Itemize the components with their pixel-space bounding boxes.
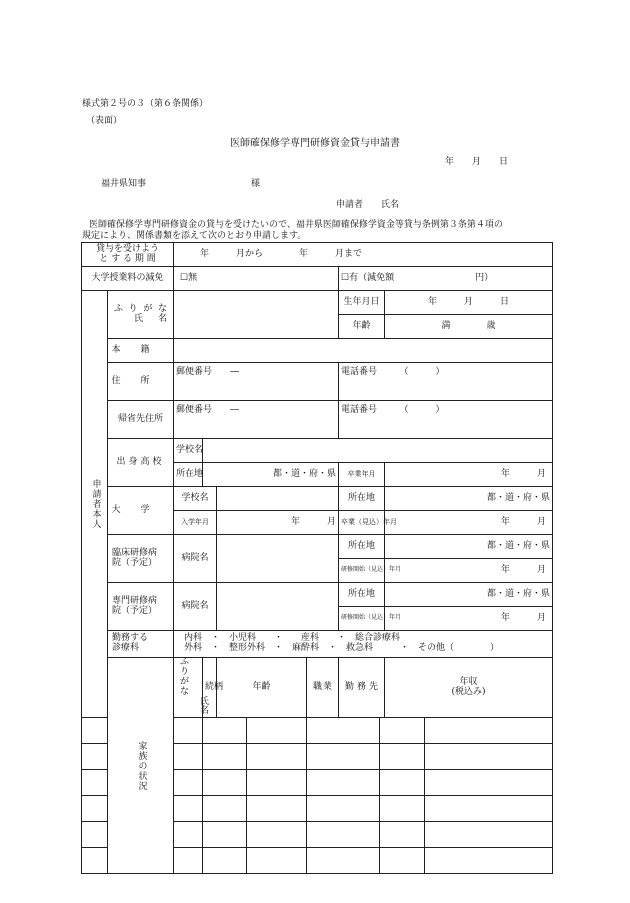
domicile-field[interactable]	[174, 339, 553, 363]
form-title: 医師確保修学専門研修資金貸与申請書	[230, 138, 400, 149]
specialty-options-1[interactable]: 内科 ・ 小児科 ・ 産科 ・ 総合診療科	[184, 633, 401, 644]
clinical-hospital-name-field[interactable]	[217, 535, 339, 583]
family-workplace-header: 勤務先	[339, 658, 385, 718]
high-school-prefecture[interactable]: 都・道・府・県	[203, 463, 339, 487]
university-name-field[interactable]	[217, 487, 339, 511]
intro-line-2: 規定により、関係書類を添えて次のとおり申請します。	[82, 231, 307, 241]
university-enroll-label: 入学年月	[174, 511, 217, 535]
tuition-yes-checkbox[interactable]: ☐有（減免額 円）	[339, 267, 553, 291]
university-grad-field[interactable]: 年 月	[385, 511, 553, 535]
address-label: 住所	[108, 363, 174, 401]
specialty-hospital-label-1: 専門研修病	[112, 595, 158, 606]
period-label-2: と す る 期 間	[99, 253, 156, 264]
family-income-header-1: 年収	[459, 676, 478, 687]
application-form-table	[81, 242, 553, 874]
specialty-hospital-row-1	[82, 583, 553, 607]
domicile-label: 本籍	[108, 339, 174, 363]
high-school-name-field[interactable]	[203, 439, 553, 463]
tuition-label: 大学授業料の減免	[82, 267, 174, 291]
university-name-label: 学校名	[174, 487, 217, 511]
applicant-signature-label: 申請者 氏名	[336, 200, 400, 210]
specialty-hospital-name-label: 病院名	[174, 583, 217, 631]
age-field[interactable]: 満 歳	[385, 315, 553, 339]
birth-date-label: 生年月日	[339, 291, 385, 315]
clinical-hospital-label-1: 臨床研修病	[112, 547, 158, 558]
name-field[interactable]	[174, 291, 339, 339]
name-row-1	[82, 291, 553, 315]
clinical-hospital-name-label: 病院名	[174, 535, 217, 583]
specialty-hospital-start-field[interactable]: 年 月	[385, 607, 553, 631]
high-school-location-label: 所在地	[174, 463, 203, 487]
address-row	[82, 363, 553, 401]
form-number: 様式第２号の３（第６条関係）	[82, 99, 209, 109]
home-address-phone[interactable]: 電話番号 （ ）	[339, 401, 553, 439]
specialty-hospital-prefecture[interactable]: 都・道・府・県	[385, 583, 553, 607]
domicile-row	[82, 339, 553, 363]
high-school-label: 出身高校	[108, 439, 174, 487]
family-header-row	[82, 658, 553, 718]
face-label: （表面）	[86, 116, 123, 126]
specialty-hospital-name-field[interactable]	[217, 583, 339, 631]
university-row-1	[82, 487, 553, 511]
period-value[interactable]	[174, 243, 553, 267]
intro-line-1: 医師確保修学専門研修資金の貸与を受けたいので、福井県医師確保修学資金等貸与条例第３条第４項の	[89, 220, 503, 230]
clinical-hospital-prefecture[interactable]: 都・道・府・県	[385, 535, 553, 559]
family-furigana-header: ふりがな	[180, 657, 190, 697]
clinical-hospital-start-field[interactable]: 年 月	[385, 559, 553, 583]
family-income-header-2: (税込み)	[451, 686, 486, 697]
university-grad-label: 卒業（見込）年月	[339, 511, 385, 535]
family-name-header: 氏名	[200, 696, 210, 717]
home-address-label: 帰省先住所	[108, 401, 174, 439]
university-label: 大学	[108, 487, 174, 535]
birth-date-field[interactable]: 年 月 日	[385, 291, 553, 315]
home-address-row	[82, 401, 553, 439]
specialty-hospital-start-label: 研修開始（見込）年月	[339, 607, 385, 631]
specialty-label-1: 勤務する	[112, 633, 149, 644]
date-line: 年 月 日	[445, 157, 509, 167]
specialty-hospital-label-2: 院（予定）	[112, 605, 158, 616]
period-row	[82, 243, 553, 267]
period-label-1: 貸与を受けよう	[96, 244, 160, 255]
specialty-row	[82, 631, 553, 658]
high-school-row-1	[82, 439, 553, 463]
high-school-name-label: 学校名	[174, 439, 203, 463]
family-relation-header: 続柄	[203, 658, 217, 718]
period-text: 年 月から 年 月まで	[200, 248, 363, 259]
clinical-hospital-label-2: 院（予定）	[112, 557, 158, 568]
high-school-grad-label: 卒業年月	[339, 463, 385, 487]
tuition-none-checkbox[interactable]: ☐無	[174, 267, 339, 291]
addressee-suffix: 様	[251, 179, 261, 189]
university-location-label: 所在地	[339, 487, 385, 511]
family-age-header: 年齢	[217, 658, 307, 718]
clinical-hospital-row-1	[82, 535, 553, 559]
furigana-label: ふりがな	[114, 303, 168, 314]
applicant-section-label: 申請者本人	[82, 291, 108, 718]
specialty-options-2[interactable]: 外科 ・ 整形外科 ・ 麻酔科 ・ 救急科 ・ その他（ ）	[184, 643, 500, 653]
home-address-postal[interactable]: 郵便番号 ―	[174, 401, 339, 439]
university-prefecture[interactable]: 都・道・府・県	[385, 487, 553, 511]
tuition-row	[82, 267, 553, 291]
name-label: 氏名	[134, 313, 168, 324]
clinical-hospital-start-label: 研修開始（見込）年月	[339, 559, 385, 583]
specialty-hospital-location-label: 所在地	[339, 583, 385, 607]
address-postal[interactable]: 郵便番号 ―	[174, 363, 339, 401]
clinical-hospital-location-label: 所在地	[339, 535, 385, 559]
addressee: 福井県知事	[101, 179, 147, 189]
family-section-label: 家族の状況	[108, 658, 174, 874]
address-phone[interactable]: 電話番号 （ ）	[339, 363, 553, 401]
specialty-label-2: 診療科	[112, 643, 140, 653]
high-school-grad-field[interactable]: 年 月	[385, 463, 553, 487]
university-enroll-field[interactable]: 年 月	[217, 511, 339, 535]
family-occupation-header: 職業	[307, 658, 339, 718]
age-label: 年齢	[339, 315, 385, 339]
